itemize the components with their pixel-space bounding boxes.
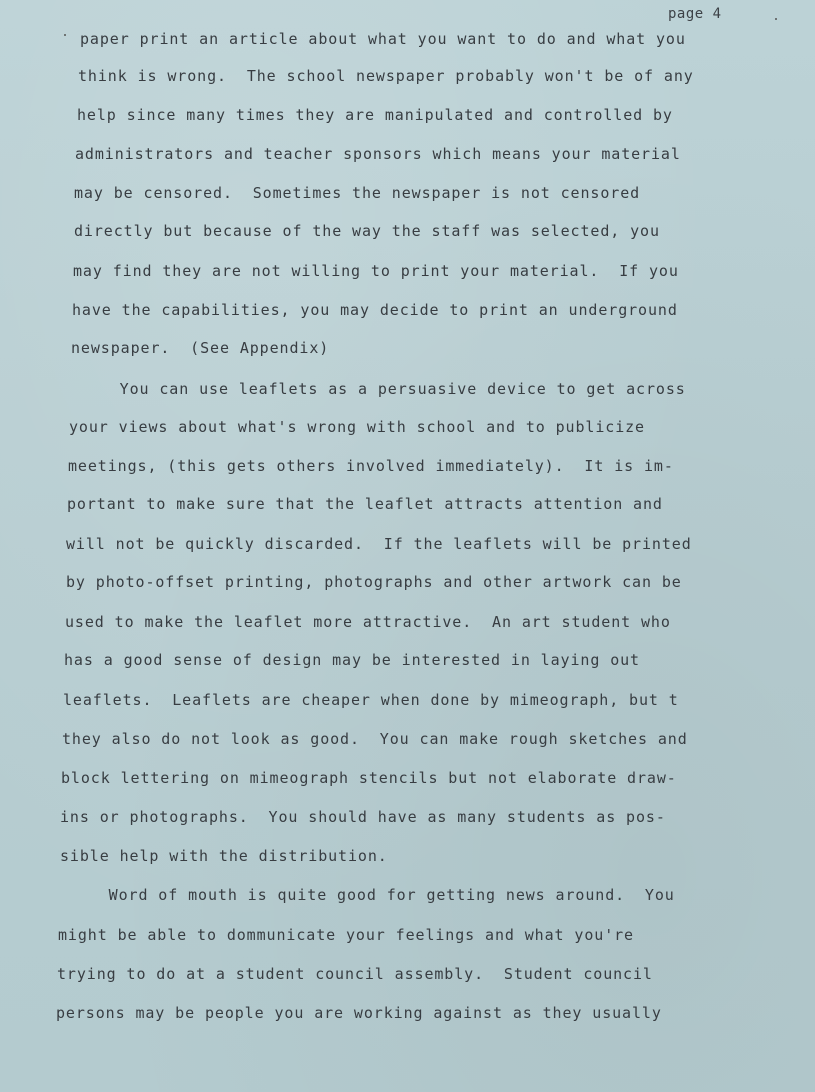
text-line: may be censored. Sometimes the newspaper is not censored: [74, 184, 641, 202]
text-line: sible help with the distribution.: [60, 847, 388, 865]
text-line: block lettering on mimeograph stencils but not elaborate draw-: [61, 769, 677, 787]
text-line: leaflets. Leaflets are cheaper when done by mimeograph, but t: [63, 691, 679, 709]
page-number: page 4: [668, 6, 722, 22]
text-line: paper print an article about what you want to do and what you: [80, 30, 686, 48]
text-line: has a good sense of design may be interested in laying out: [64, 651, 640, 669]
stray-mark: [64, 34, 66, 36]
text-line: Word of mouth is quite good for getting news around. You: [59, 886, 675, 904]
text-line: they also do not look as good. You can make rough sketches and: [62, 730, 688, 748]
text-line: You can use leaflets as a persuasive device to get across: [70, 380, 686, 398]
text-line: think is wrong. The school newspaper probably won't be of any: [78, 67, 694, 85]
text-line: administrators and teacher sponsors which means your material: [75, 145, 681, 163]
text-line: trying to do at a student council assembly. Student council: [57, 965, 653, 983]
text-line: help since many times they are manipulated and controlled by: [77, 106, 673, 124]
text-line: have the capabilities, you may decide to print an underground: [72, 301, 678, 319]
text-line: your views about what's wrong with school and to publicize: [69, 418, 645, 436]
stray-mark: [775, 18, 777, 20]
text-line: ins or photographs. You should have as many students as pos-: [60, 808, 666, 826]
text-line: persons may be people you are working against as they usually: [56, 1004, 662, 1022]
text-line: portant to make sure that the leaflet attracts attention and: [67, 495, 663, 513]
text-line: might be able to dommunicate your feelings and what you're: [58, 926, 634, 944]
text-line: may find they are not willing to print your material. If you: [73, 262, 679, 280]
text-line: by photo-offset printing, photographs and other artwork can be: [66, 573, 682, 591]
text-line: used to make the leaflet more attractive. An art student who: [65, 613, 671, 631]
text-line: directly but because of the way the staff was selected, you: [74, 222, 660, 240]
text-line: meetings, (this gets others involved immediately). It is im-: [68, 457, 674, 475]
text-line: will not be quickly discarded. If the leaflets will be printed: [66, 535, 692, 553]
text-line: newspaper. (See Appendix): [71, 339, 330, 357]
